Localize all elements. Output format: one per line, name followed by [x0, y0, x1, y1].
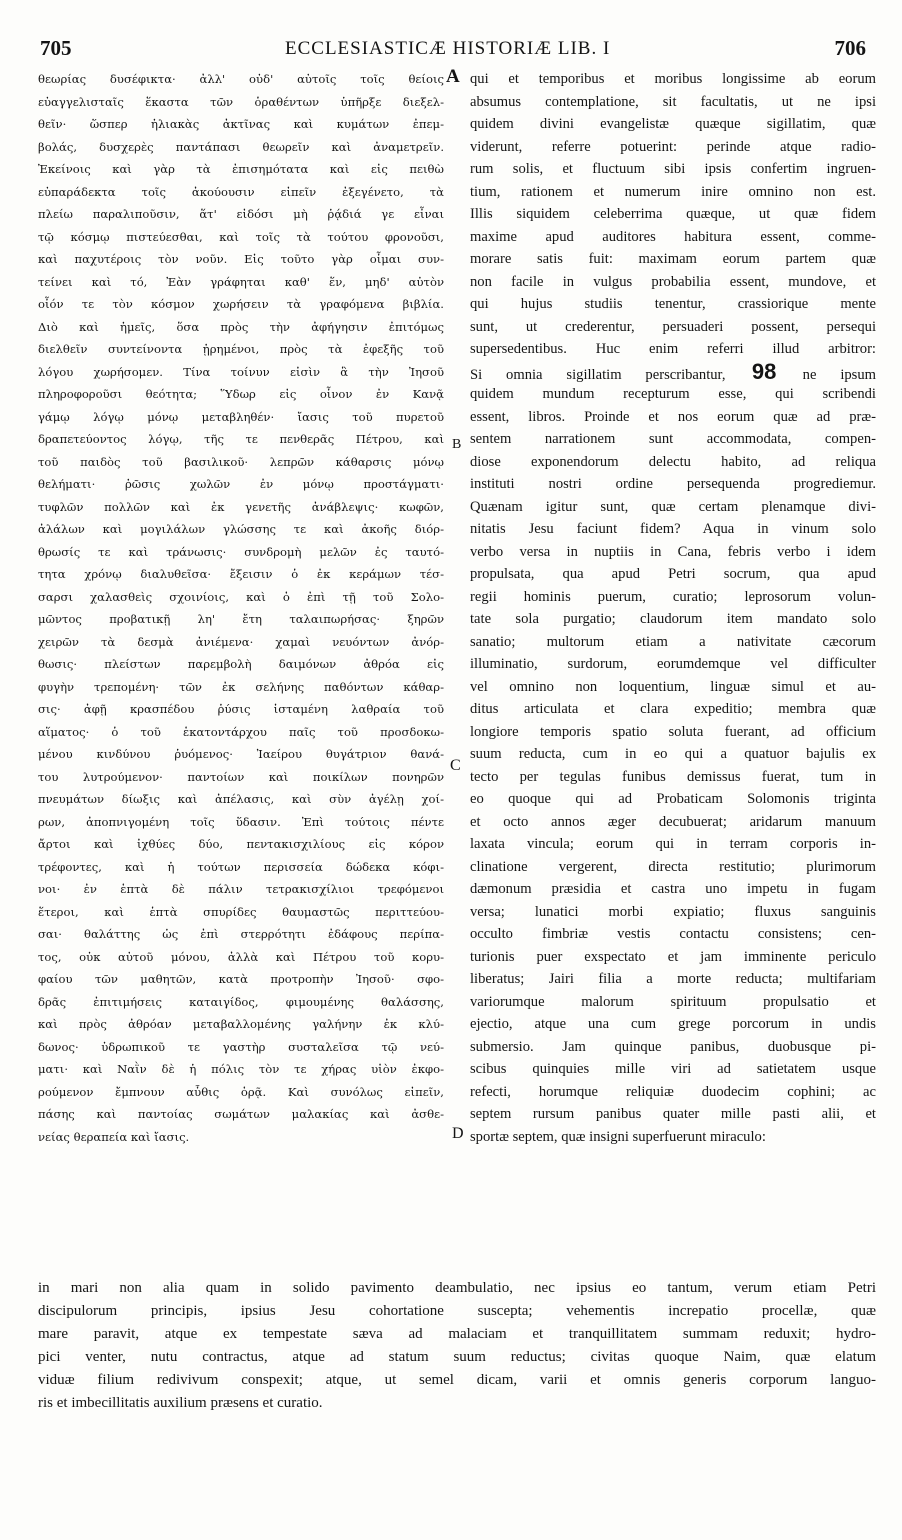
greek-text-line: σαι· θαλάττης ὡς ἐπὶ στερρότητι ἐδάφους περίπα-: [38, 927, 444, 941]
greek-text-line: γάμῳ λόγῳ μόνῳ μεταβληθέν· ἴασις τοῦ πυρετοῦ: [38, 409, 444, 424]
greek-text-line: χειρῶν τὰ δεσμὰ ἀνιέμενα· χαμαὶ νευόντων ἀνόρ-: [38, 634, 444, 649]
latin-text-line: instituti nostri ordine persequenda progrediemur.: [470, 476, 876, 492]
latin-text-line: qui hujus studiis tenentur, crassiorique mente: [470, 296, 876, 312]
greek-text-line: διελθεῖν συντείνοντα ᾑρημένοι, πρὸς τὰ ἐφεξῆς τοῦ: [38, 342, 444, 356]
latin-text-line: ditus articulata et clara expeditio; membra quæ: [470, 701, 876, 717]
margin-marker-c: C: [450, 757, 461, 774]
greek-text-line: καὶ πρὸς ἀθρόαν μεταβαλλομένης γαλήνην ἐκ κλύ-: [38, 1017, 444, 1031]
latin-text-line: diose exponendorum delectu habito, ad reliqua: [470, 453, 876, 470]
latin-text-line: ris et imbecillitatis auxilium præsens et curatio.: [38, 1395, 323, 1411]
column-number: 98: [725, 360, 803, 383]
greek-text-line: νοι· ἐν ἑπτὰ δὲ πάλιν τετρακισχίλιοι τρεφόμενοι: [38, 882, 444, 896]
latin-text-line: pici venter, nutu contractus, atque ad statum suum reductus; civitas quoque Naim, quæ elatum: [38, 1349, 876, 1365]
latin-text-line: maxime apud auditores habitura essent, comme-: [470, 228, 876, 245]
latin-text-line: liberatus; Jairi filia a morte reducta; multifariam: [470, 971, 876, 987]
greek-text-line: δραπετεύοντος λόγῳ, τῆς τε πενθερᾶς Πέτρου, καὶ: [38, 432, 444, 446]
latin-text-line: septem rursum panibus quater mille pasti alii, et: [470, 1106, 876, 1122]
greek-text-line: εὐαγγελισταῖς ἕκαστα τῶν ὁραθέντων ὑπῆρξε διεξελ-: [38, 94, 444, 109]
greek-text-line: φαίου τῶν μαθητῶν, κατὰ προτροπὴν Ἰησοῦ· σφο-: [38, 972, 444, 986]
greek-text-line: τος, οὐκ αὐτοῦ μόνου, ἀλλὰ καὶ Πέτρου τοῦ κορυ-: [38, 949, 444, 964]
greek-text-line: τείνει καὶ τό, Ἐὰν γράφηται καθ' ἕν, μηδ' αὐτὸν: [38, 274, 444, 289]
greek-text-line: δωνος· ὑδρωπικοῦ τε γαστὴρ συσταλεῖσα τῷ νεύ-: [38, 1039, 444, 1054]
latin-text-line: refecti, horumque reliquiæ duodecim cophini; ac: [470, 1083, 876, 1100]
latin-text-line: sunt, ut crederentur, persuaderi possent, persequi: [470, 318, 876, 335]
latin-text-line: sportæ septem, quæ insigni superfuerunt miraculo:: [470, 1128, 766, 1145]
latin-text-line: nitatis Jesu faciunt fidem? Aqua in vinum solo: [470, 521, 876, 537]
greek-text-line: πνευμάτων δίωξις καὶ ἀπέλασις, καὶ σὺν ἀγέλῃ χοί-: [38, 792, 444, 806]
greek-text-line: Ἐκείνοις καὶ γὰρ τὰ ἐπισημότατα καὶ εἰς πειθὼ: [38, 162, 444, 176]
latin-text-line: eo quoque qui ad Probaticam Solomonis triginta: [470, 791, 876, 807]
latin-text-line: Si omnia sigillatim perscribantur, 98 ne ipsum: [470, 360, 876, 383]
greek-text-line: του λυτρούμενον· παντοίων καὶ ποικίλων πονηρῶν: [38, 769, 444, 784]
latin-text-line: essent, libros. Proinde et nos eorum quæ ad præ-: [470, 408, 876, 425]
greek-text-line: αἵματος· ὁ τοῦ ἑκατοντάρχου παῖς τοῦ προσδοκω-: [38, 724, 444, 739]
greek-text-line: ρούμενον ἔμπνουν αὖθις ὁρᾷ. Καὶ συνόλως εἰπεῖν,: [38, 1084, 444, 1099]
greek-text-line: μένου κινδύνου ῥυόμενος· Ἰαείρου θυγάτριον θανά-: [38, 747, 444, 761]
running-title: ECCLESIASTICÆ HISTORIÆ LIB. I: [285, 38, 611, 59]
latin-text-line: regii hominis puerum, curatio; leprosorum volun-: [470, 588, 876, 605]
greek-column: [38, 68, 444, 1148]
greek-text-line: θελήματι· ῥῶσις χωλῶν ἐν μόνῳ προστάγματι·: [38, 477, 444, 491]
latin-text-line: discipulorum principis, ipsius Jesu cohortatione suscepta; vehementis increpatio procellæ, quæ: [38, 1303, 876, 1319]
latin-text-line: ejectio, atque una cum grege porcorum in undis: [470, 1016, 876, 1032]
latin-line-tail: ne ipsum: [802, 366, 876, 383]
greek-text-line: λόγου χωρήσομεν. Τίνα τοίνυν εἰσὶν ἃ τὴν Ἰησοῦ: [38, 364, 444, 379]
latin-text-line: tecto per tegulas funibus demissus fuerat, tum in: [470, 768, 876, 785]
greek-text-line: εὐπαράδεκτα τοῖς ἀκούουσιν εἰπεῖν ἐξεγένετο, τὰ: [38, 184, 444, 199]
latin-text-line: dæmonum præsidia et castra uno impetu in fugam: [470, 881, 876, 897]
greek-text-line: θρωσίς τε καὶ τράνωσις· συνδρομὴ μελῶν ἐς ταυτό-: [38, 544, 444, 559]
greek-text-line: δρᾶς ἐπιτιμήσεις καταιγίδος, φιμουμένης θαλάσσης,: [38, 994, 444, 1009]
latin-text-line: morare satis fuit: maximam eorum partem quæ: [470, 251, 876, 267]
greek-text-line: τητα χρόνῳ διαλυθεῖσα· ἔξεισιν ὁ ἐκ κεράμων τέσ-: [38, 567, 444, 581]
latin-text-line: longiore temporis spatio soluta fuerant, ad officium: [470, 723, 876, 740]
greek-text-line: πλείω παραλιποῦσιν, ἅτ' εἰδόσι μὴ ῥᾴδιά γε εἶναι: [38, 207, 444, 221]
greek-text-line: ἄρτοι καὶ ἰχθύες δύο, πεντακισχιλίους εἰς κόρον: [38, 837, 444, 851]
greek-text-line: θεῖν· ὥσπερ ἡλιακὰς ἀκτῖνας καὶ κυμάτων ἐπεμ-: [38, 117, 444, 131]
greek-text-line: πληροφοροῦσι θεότητα; Ὕδωρ εἰς οἶνον ἐν Κανᾷ: [38, 387, 444, 401]
latin-text-line: illuminatio, surdorum, eorumdemque vel difficulter: [470, 656, 876, 672]
latin-text-line: vel omnino non loquentium, linguæ simul et au-: [470, 678, 876, 695]
greek-text-line: φυγὴν τρεπομένη· τῶν ἐκ σελήνης παθόντων κάθαρ-: [38, 679, 444, 694]
latin-text-line: tium, rationem et numerum inire omnino non est.: [470, 183, 876, 200]
latin-text-line: non facile in vulgus probabilia essent, mundove, et: [470, 273, 876, 290]
greek-text-line: Διὸ καὶ ἡμεῖς, ὅσα πρὸς τὴν ἀφήγησιν ἐπιτόμως: [38, 319, 444, 334]
greek-text-line: σις· ἀφῇ κρασπέδου ῥύσις ἱσταμένη λαθραία τοῦ: [38, 702, 444, 716]
greek-text-line: βολάς, δυσχερὲς παντάπασι θεωρεῖν καὶ ἀναμετρεῖν.: [38, 139, 444, 154]
greek-text-line: τρέφοντες, καὶ ἡ τούτων περισσεία δώδεκα κόφι-: [38, 859, 444, 874]
latin-text-line: variorumque malorum spirituum propulsatio et: [470, 993, 876, 1010]
margin-marker-b: B: [452, 437, 462, 452]
latin-text-line: submersio. Jam quinque panibus, duobusque pi-: [470, 1038, 876, 1055]
greek-text-line: θωσις· πλείστων παρεμβολὴ δαιμόνων ἀθρόα εἰς: [38, 657, 444, 671]
latin-text-line: quidem mundum recepturum esse, qui scribendi: [470, 386, 876, 402]
latin-text-line: turionis puer exspectato et jam imminente periculo: [470, 948, 876, 965]
greek-text-line: οἶόν τε τὸν κόσμον χωρήσειν τὰ γραφόμενα βιβλία.: [38, 297, 444, 311]
latin-column: [470, 68, 876, 1148]
greek-text-line: ἀλάλων καὶ μογιλάλων γλώσσης τε καὶ ἀκοῆς διόρ-: [38, 522, 444, 536]
latin-text-line: rum solis, et fluctuum sibi ipsis confertim ingruen-: [470, 161, 876, 177]
latin-text-line: propulsata, qua apud Petri socrum, qua apud: [470, 566, 876, 582]
latin-text-line: viderunt, referre potuerint: perinde atque radio-: [470, 138, 876, 155]
latin-text-line: supersedentibus. Huc enim referri illud arbitror:: [470, 341, 876, 357]
page-number-left: 705: [40, 36, 72, 60]
latin-text-line: Illis siquidem celeberrima quæque, ut quæ fidem: [470, 206, 876, 222]
latin-text-line: in mari non alia quam in solido pavimento deambulatio, nec ipsius eo tantum, verum etiam Petri: [38, 1280, 876, 1296]
latin-text-line: suum reducta, cum in eo qui a quatuor bajulis ex: [470, 746, 876, 762]
latin-text-line: scibus quinquies mille viri ad satietatem usque: [470, 1061, 876, 1077]
page-number-right: 706: [834, 36, 866, 60]
latin-text-line: Quænam igitur sunt, quæ certam plenamque divi-: [470, 498, 876, 515]
latin-text-line: viduæ filium redivivum conspexit; atque, ut semel dicam, varii et omnis generis corporum languo-: [38, 1372, 876, 1388]
greek-text-line: σαρσι χαλασθεὶς σχοινίοις, καὶ ὁ ἐπὶ τῇ τοῦ Σολο-: [38, 589, 444, 604]
greek-text-line: μῶντος προβατικῇ λη' ἔτη ταλαιπωρήσας· ξηρῶν: [38, 612, 444, 626]
margin-marker-d: D: [452, 1125, 464, 1142]
latin-text-line: clinatione vergerent, directa restitutio; plurimorum: [470, 858, 876, 875]
latin-text-line: tate sola purgatio; claudorum item mandato solo: [470, 611, 876, 627]
greek-text-line: ἕτεροι, καὶ ἑπτὰ σπυρίδες θαυμαστῶς περιττεύου-: [38, 904, 444, 919]
greek-text-line: ρων, ἀποπνιγομένη τοῖς ὕδασιν. Ἐπὶ τούτοις πέντε: [38, 814, 444, 829]
greek-text-line: πάσης καὶ παντοίας σωμάτων μαλακίας καὶ ἀσθε-: [38, 1107, 444, 1121]
margin-marker-a: A: [446, 66, 460, 87]
latin-text-line: et octo annos æger decubuerat; aridarum manuum: [470, 813, 876, 830]
latin-text-line: mare paravit, atque ex tempestate sæva ad malaciam et tranquillitatem summam reduxit; hydro-: [38, 1326, 876, 1342]
greek-text-line: τυφλῶν πολλῶν καὶ ἐκ γενετῆς ἀνάβλεψις· κωφῶν,: [38, 499, 444, 514]
latin-text-line: absumus contemplatione, sit facultatis, ut ne ipsi: [470, 93, 876, 110]
greek-text-line: τῷ κόσμῳ πιστεύεσθαι, καὶ τοῖς τὰ τούτου φρονοῦσι,: [38, 229, 444, 244]
greek-text-line: θεωρίας δυσέφικτα· ἀλλ' οὐδ' αὐτοῖς τοῖς θείοις: [38, 72, 444, 86]
latin-text-line: laxata vincula; eorum qui in terram corporis in-: [470, 836, 876, 852]
latin-text-line: qui et temporibus et moribus longissime ab eorum: [470, 71, 876, 87]
greek-text-line: τοῦ παιδὸς τοῦ βασιλικοῦ· λεπρῶν κάθαρσις μόνῳ: [38, 454, 444, 469]
greek-text-line: νείας θεραπεία καὶ ἴασις.: [38, 1129, 190, 1144]
greek-text-line: ματι· καὶ Ναῒν δὲ ἡ πόλις τὸν τε χήρας υἱὸν ἐκφο-: [38, 1062, 444, 1076]
latin-text-line: sanatio; multorum etiam a nativitate cæcorum: [470, 633, 876, 650]
latin-text-line: verbo versa in nuptiis in Cana, febris verbo i idem: [470, 543, 876, 560]
latin-text-line: sentem narrationem sunt accommodata, compen-: [470, 431, 876, 447]
greek-text-line: καὶ παχυτέροις τὸν νοῦν. Εἰς τοῦτο γὰρ οἶμαι συν-: [38, 252, 444, 266]
latin-text-line: occulto fimbriæ vestis contactu consistens; cen-: [470, 926, 876, 942]
full-width-latin-text: [38, 1277, 876, 1415]
latin-text-line: quidem divini evangelistæ quæque sigillatim, quæ: [470, 116, 876, 132]
latin-text-line: versa; lunatici morbi expiatio; fluxus sanguinis: [470, 903, 876, 920]
page-header: [40, 36, 866, 66]
